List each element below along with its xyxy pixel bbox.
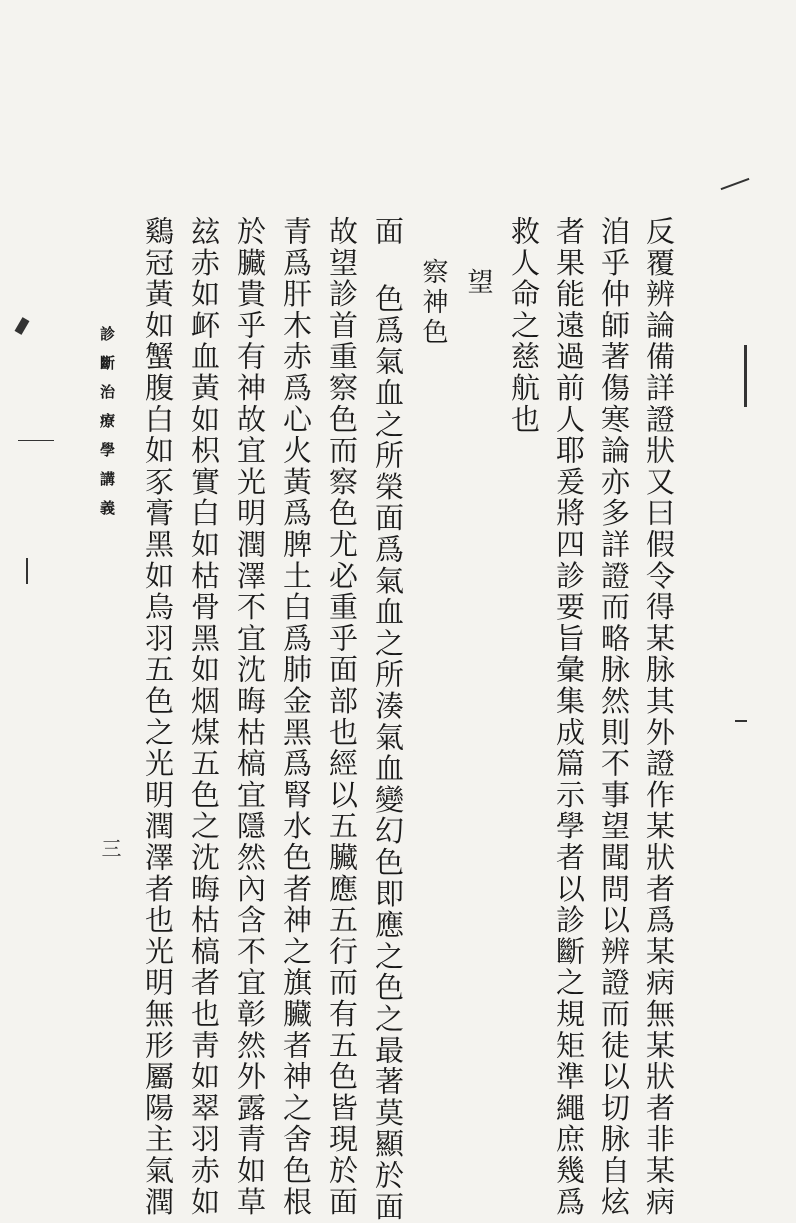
text-column-7: 青爲肝木赤爲心火黃爲脾土白爲肺金黑爲腎水色者神之旗臟者神之舍色根 bbox=[279, 216, 313, 1218]
subsection-heading: 察神色 bbox=[418, 258, 448, 348]
scan-mark bbox=[26, 558, 28, 584]
text-column-5: 面 色爲氣血之所榮面爲氣血之所湊氣血變幻色即應之色之最著莫顯於面 bbox=[371, 216, 405, 1223]
running-title: 診斷治療學講義 bbox=[98, 326, 116, 529]
text-column-10: 鷄冠黃如蟹腹白如豕膏黑如烏羽五色之光明潤澤者也光明無形屬陽主氣潤 bbox=[141, 216, 175, 1218]
scan-mark bbox=[735, 720, 747, 722]
page-number: 三 bbox=[98, 838, 122, 858]
text-column-8: 於臟貴乎有神故宜光明潤澤不宜沈晦枯槁宜隱然內含不宜彰然外露青如草 bbox=[233, 216, 267, 1218]
text-column-1: 反覆辨論備詳證狀又曰假令得某脉其外證作某狀者爲某病無某狀者非某病 bbox=[642, 216, 676, 1218]
scan-mark bbox=[744, 345, 747, 407]
scan-mark bbox=[18, 440, 54, 441]
scan-mark bbox=[721, 178, 750, 190]
text-column-2: 洎乎仲師著傷寒論亦多詳證而略脉然則不事望聞問以辨證而徒以切脉自炫 bbox=[597, 216, 631, 1218]
text-column-4: 救人命之慈航也 bbox=[507, 216, 541, 436]
text-column-9: 玆赤如衃血黃如枳實白如枯骨黑如烟煤五色之沈晦枯槁者也靑如翠羽赤如 bbox=[187, 216, 221, 1218]
text-column-6: 故望診首重察色而察色尤必重乎面部也經以五臟應五行而有五色皆現於面 bbox=[325, 216, 359, 1218]
text-column-3: 者果能遠過前人耶爰將四診要旨彙集成篇示學者以診斷之規矩準繩庶幾爲 bbox=[552, 216, 586, 1218]
scan-mark bbox=[15, 317, 30, 335]
section-heading: 望 bbox=[463, 268, 493, 298]
